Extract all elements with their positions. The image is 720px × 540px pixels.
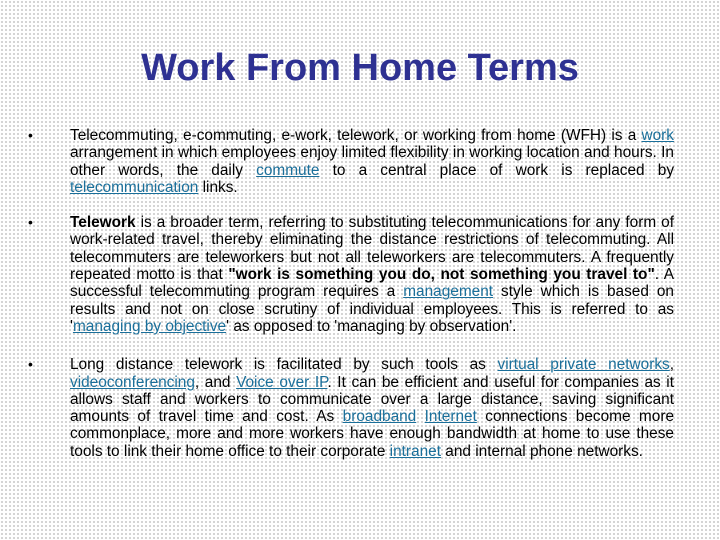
bullet-text: style which is based on results and not on close scrutiny of individual employees. This is referred to as '	[70, 283, 674, 335]
bullet-text: is a broader term, referring to substituting telecommunications for any form of work-related travel, thereby eliminating the distance restrictions of telecommuting. All telecommuters are teleworkers but not all teleworkers are telecommuters. A frequently repeated motto is that	[70, 214, 674, 284]
bullet-list	[28, 127, 674, 478]
link-telecommunication[interactable]: telecommunication	[70, 178, 199, 196]
bullet-text: ' as opposed to 'managing by observation'.	[226, 317, 517, 335]
link-videoconferencing[interactable]: videoconferencing	[70, 373, 195, 391]
link-work[interactable]: work	[641, 127, 674, 144]
bullet-dot: •	[28, 127, 33, 143]
slide-title: Work From Home Terms	[141, 47, 579, 89]
bullet-dot: •	[28, 356, 33, 373]
bullet-text: connections become more commonplace, more and more workers have enough bandwidth at home to use these tools to link their home office to their corporate	[70, 408, 674, 460]
term-telework: Telework	[70, 214, 136, 232]
bullet-text: Long distance telework is facilitated by such tools as	[70, 356, 498, 374]
bullet-text: links.	[198, 178, 238, 196]
link-management[interactable]: management	[403, 283, 494, 301]
bullet-text: Telecommuting, e-commuting, e-work, telework, or working from home (WFH) is a	[70, 127, 642, 144]
bullet-long-distance-telework	[28, 356, 674, 460]
bullet-text: . It can be efficient and useful for companies as it allows staff and workers to communicate over a large distance, saving significant amounts of travel time and cost. As	[70, 373, 674, 426]
bullet-telework	[28, 214, 674, 335]
bullet-dot: •	[28, 214, 33, 231]
bullet-text: and internal phone networks.	[441, 442, 643, 460]
link-virtual-private-networks[interactable]: virtual private networks	[497, 356, 670, 374]
link-intranet[interactable]: intranet	[389, 442, 442, 460]
link-commute[interactable]: commute	[256, 161, 320, 179]
link-voice-over-ip[interactable]: Voice over IP	[236, 373, 328, 391]
bullet-text: to a central place of work is replaced by	[319, 161, 675, 179]
bullet-text: . A successful telecommuting program requires a	[70, 266, 675, 301]
link-broadband[interactable]: broadband	[342, 408, 417, 426]
bullet-text: ,	[669, 356, 674, 374]
link-managing-by-objective[interactable]: managing by objective	[72, 317, 227, 335]
bullet-telecommuting	[28, 127, 674, 196]
bullet-text: arrangement in which employees enjoy limited flexibility in working location and hours. In other words, the daily	[70, 144, 674, 179]
link-internet[interactable]: Internet	[424, 408, 477, 426]
bullet-text: , and	[194, 373, 237, 391]
motto-quote: "work is something you do, not something you travel to"	[228, 266, 655, 284]
bullet-text	[416, 408, 424, 425]
